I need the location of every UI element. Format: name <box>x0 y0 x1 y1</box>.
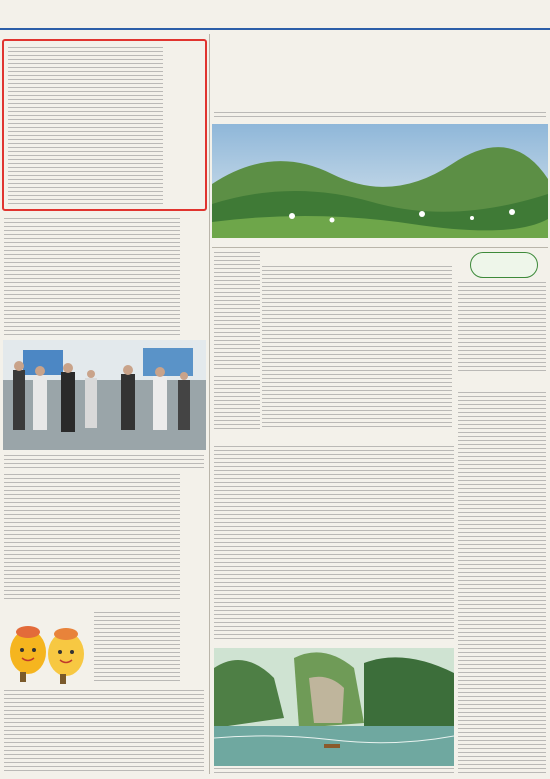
green-banner <box>470 252 538 278</box>
mango-mascot-illustration <box>4 612 90 687</box>
lead-landscape-photo <box>212 124 548 238</box>
highlighted-article <box>2 39 207 211</box>
masthead <box>0 0 550 30</box>
karst-river-photo <box>214 648 454 766</box>
event-photo <box>3 340 206 450</box>
